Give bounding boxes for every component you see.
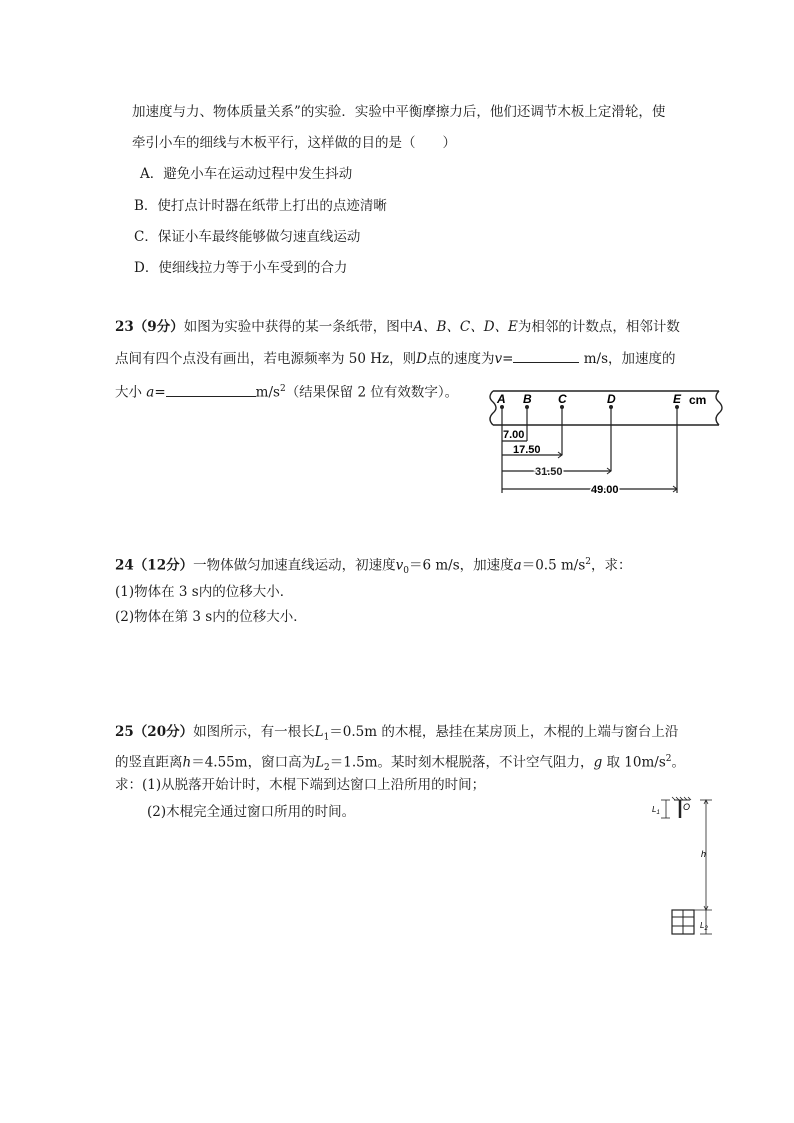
tape-label-c: C [558,392,567,406]
q22-stem-line1: 加速度与力、物体质量关系”的实验．实验中平衡摩擦力后，他们还调节木板上定滑轮，使 [132,104,666,120]
q25-line1: 25（20分）如图所示，有一根长$L_1=0.5m$ 的木棍，悬挂在某房顶上，木棍的上端与窗台上沿 [115,724,679,743]
q24-sub1: (1)物体在 3 s内的位移大小． [115,584,294,600]
stick-window-figure [650,795,720,940]
q23-points-inline: A、B、C、D、E [413,319,518,335]
q24-line1: 24（12分）一物体做匀加速直线运动，初速度$v_0=6$ m/s，加速度a＝0.5 $m/s^2$，求： [115,557,632,577]
tape-distance-ad: 31.50 [535,466,563,478]
tape-distance-ab: 7.00 [503,429,525,441]
q25-line4: (2)木棍完全通过窗口所用的时间。 [147,804,356,820]
figure-label-l2: $L_2$ [700,921,708,932]
tape-unit: cm [689,393,707,407]
q25-number: 25 [115,724,134,740]
q25-line2: 的竖直距离h＝4.55m，窗口高为$L_2=1.5m$。某时刻木棍脱落，不计空气阻力，g 取 $10m/s^2$。 [115,754,685,774]
figure-label-l1: $L_1$ [652,805,660,816]
tape-label-a: A [497,392,506,406]
q23-line2: 点间有四个点没有画出，若电源频率为 50 Hz，则D点的速度为v= m/s，加速度的 [115,351,676,367]
q22-option-d: D．使细线拉力等于小车受到的合力 [134,260,348,276]
q23-score: （9分） [133,319,184,335]
q25-line3: 求：(1)从脱落开始计时，木棍下端到达窗口上沿所用的时间； [115,777,486,793]
tape-label-b: B [523,392,532,406]
tape-label-e: E [673,392,682,406]
q24-sub2: (2)物体在第 3 s内的位移大小． [115,609,307,625]
q22-option-a: A．避免小车在运动过程中发生抖动 [140,166,353,182]
q22-option-b: B．使打点计时器在纸带上打出的点迹清晰 [134,198,387,214]
tape-label-d: D [607,392,616,406]
q24-number: 24 [115,557,134,574]
tape-distance-ac: 17.50 [513,444,541,456]
paper-tape-figure [483,385,728,500]
q23-acceleration-blank[interactable] [166,383,256,397]
q23-line1: 23（9分）如图为实验中获得的某一条纸带，图中A、B、C、D、E为相邻的计数点，相邻计数 [115,319,680,335]
figure-label-h: h [701,849,707,859]
q22-option-c: C．保证小车最终能够做匀速直线运动 [134,229,361,245]
tape-distance-ae: 49.00 [591,484,619,496]
figure-label-o: O [683,802,691,812]
q23-number: 23 [115,319,134,335]
q22-stem-line2: 牵引小车的细线与木板平行，这样做的目的是（ ） [132,135,456,151]
q25-score: （20分） [133,724,194,740]
q23-velocity-blank[interactable] [513,349,579,363]
q24-score: （12分） [133,557,194,574]
q23-line3: 大小 $a= m/s^2$（结果保留 2 位有效数字）。 [115,384,459,401]
